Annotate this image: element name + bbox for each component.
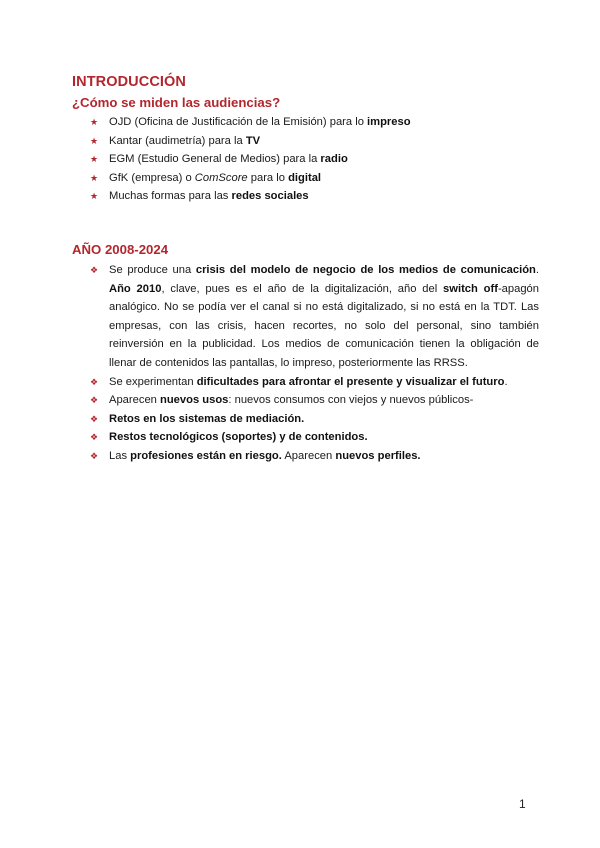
star-icon: ★ [90,135,99,146]
list-item: ❖ Se produce una crisis del modelo de negocio de los medios de comunicación. Año 2010, clave, pues es el año de la digitalización, año del switch off-apagón analógico. No se podía ver el canal si no está digitalizado, si no está en la TDT. Las empresas, con las crisis, hacen recortes, no solo del personal, sino también reinversión en la publicidad. Los medios de comunicación tienen la obligación de llenar de contenidos las pantallas, lo impreso, posteriormente las RRSS. [90,261,539,373]
list-item: ❖ Las profesiones están en riesgo. Aparecen nuevos perfiles. [90,447,540,466]
list-item: ★ Muchas formas para las redes sociales [90,187,540,206]
diamond-star-icon: ❖ [90,265,99,275]
star-icon: ★ [90,172,99,183]
period-list [90,261,540,466]
list-item: ★ GfK (empresa) o ComScore para lo digital [90,169,540,188]
diamond-star-icon: ❖ [90,450,99,461]
list-item: ★ OJD (Oficina de Justificación de la Emisión) para lo impreso [90,113,540,132]
audiences-list [90,113,540,206]
list-item: ❖ Retos en los sistemas de mediación. [90,410,540,429]
list-item: ❖ Aparecen nuevos usos: nuevos consumos con viejos y nuevos públicos- [90,391,540,410]
diamond-star-icon: ❖ [90,413,99,424]
page-title: INTRODUCCIÓN [72,74,186,90]
section-title: AÑO 2008-2024 [72,242,169,257]
page-number: 1 [519,797,526,811]
diamond-star-icon: ❖ [90,395,99,406]
list-item: ★ EGM (Estudio General de Medios) para la radio [90,150,540,169]
diamond-star-icon: ❖ [90,432,99,443]
star-icon: ★ [90,191,99,202]
diamond-star-icon: ❖ [90,376,99,387]
list-item: ★ Kantar (audimetría) para la TV [90,132,540,151]
section-subtitle: ¿Cómo se miden las audiencias? [72,95,281,110]
star-icon: ★ [90,117,99,127]
list-item: ❖ Restos tecnológicos (soportes) y de contenidos. [90,428,540,447]
list-item: ❖ Se experimentan dificultades para afrontar el presente y visualizar el futuro. [90,373,540,392]
star-icon: ★ [90,154,99,165]
